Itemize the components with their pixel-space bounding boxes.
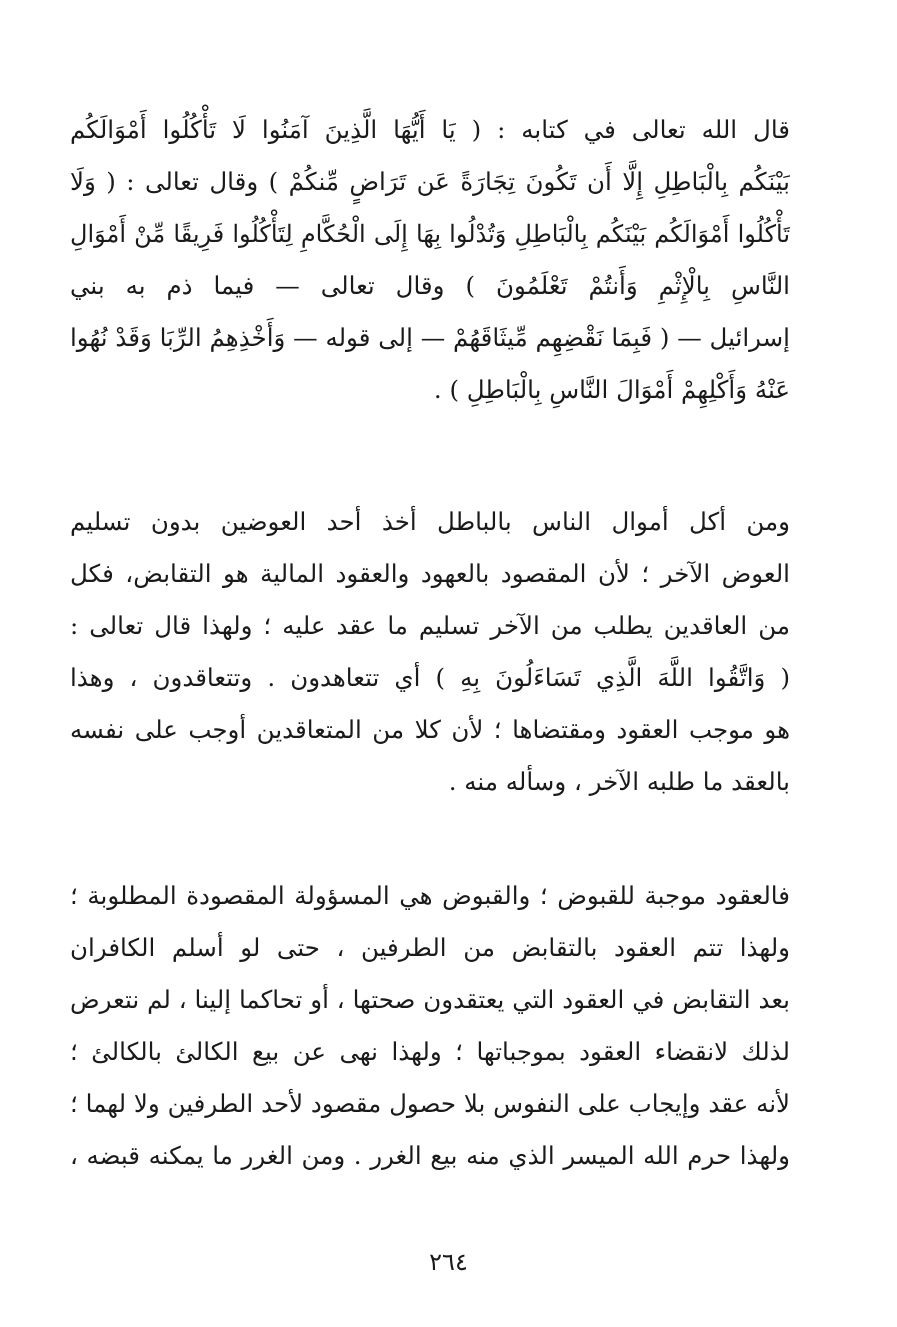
text-line: بَيْنَكُم بِالْبَاطِلِ إِلَّا أَن تَكُونَ تِجَارَةً عَن تَرَاضٍ مِّنكُمْ ) وقال تعالى : ( وَلَا (70, 167, 790, 196)
text-line: تَأْكُلُوا أَمْوَالَكُم بَيْنَكُم بِالْبَاطِلِ وَتُدْلُوا بِهَا إِلَى الْحُكَّامِ لِتَأْكُلُوا فَرِيقًا مِّنْ أَمْوَالِ (70, 220, 790, 248)
paragraph-possession (70, 870, 790, 1182)
text-line: إسرائيل — ( فَبِمَا نَقْضِهِم مِّيثَاقَهُمْ — إلى قوله — وَأَخْذِهِمُ الرِّبَا وَقَدْ نُهُوا (70, 323, 790, 352)
text-line: لذلك لانقضاء العقود بموجباتها ؛ ولهذا نهى عن بيع الكالئ بالكالئ ؛ (70, 1037, 790, 1066)
text-line: ومن أكل أموال الناس بالباطل أخذ أحد العوضين بدون تسليم (70, 507, 790, 536)
paragraph-contracts (70, 496, 790, 808)
text-line: لأنه عقد وإيجاب على النفوس بلا حصول مقصود لأحد الطرفين ولا لهما ؛ (70, 1089, 790, 1118)
text-line: ولهذا تتم العقود بالتقابض من الطرفين ، حتى لو أسلم الكافران (70, 933, 790, 962)
text-line: فالعقود موجبة للقبوض ؛ والقبوض هي المسؤولة المقصودة المطلوبة ؛ (70, 881, 790, 910)
page-number: ٢٦٤ (429, 1248, 468, 1276)
text-line: هو موجب العقود ومقتضاها ؛ لأن كلا من المتعاقدين أوجب على نفسه (70, 715, 790, 744)
text-line: العوض الآخر ؛ لأن المقصود بالعهود والعقود المالية هو التقابض، فكل (70, 559, 790, 588)
text-line: النَّاسِ بِالْإِثْمِ وَأَنتُمْ تَعْلَمُونَ ) وقال تعالى — فيما ذم به بني (70, 271, 790, 300)
text-line: ولهذا حرم الله الميسر الذي منه بيع الغرر . ومن الغرر ما يمكنه قبضه ، (70, 1141, 790, 1170)
text-line: بالعقد ما طلبه الآخر ، وسأله منه . (448, 767, 790, 796)
paragraph-quran-verses (70, 104, 790, 416)
text-line: من العاقدين يطلب من الآخر تسليم ما عقد عليه ؛ ولهذا قال تعالى : (70, 611, 790, 640)
text-line: قال الله تعالى في كتابه : ( يَا أَيُّهَا الَّذِينَ آمَنُوا لَا تَأْكُلُوا أَمْوَالَكُم (70, 115, 790, 144)
text-line: بعد التقابض في العقود التي يعتقدون صحتها ، أو تحاكما إلينا ، لم نتعرض (70, 985, 790, 1014)
text-line: ( وَاتَّقُوا اللَّهَ الَّذِي تَسَاءَلُونَ بِهِ ) أي تتعاهدون . وتتعاقدون ، وهذا (70, 663, 790, 692)
text-line: عَنْهُ وَأَكْلِهِمْ أَمْوَالَ النَّاسِ بِالْبَاطِلِ ) . (433, 375, 790, 404)
